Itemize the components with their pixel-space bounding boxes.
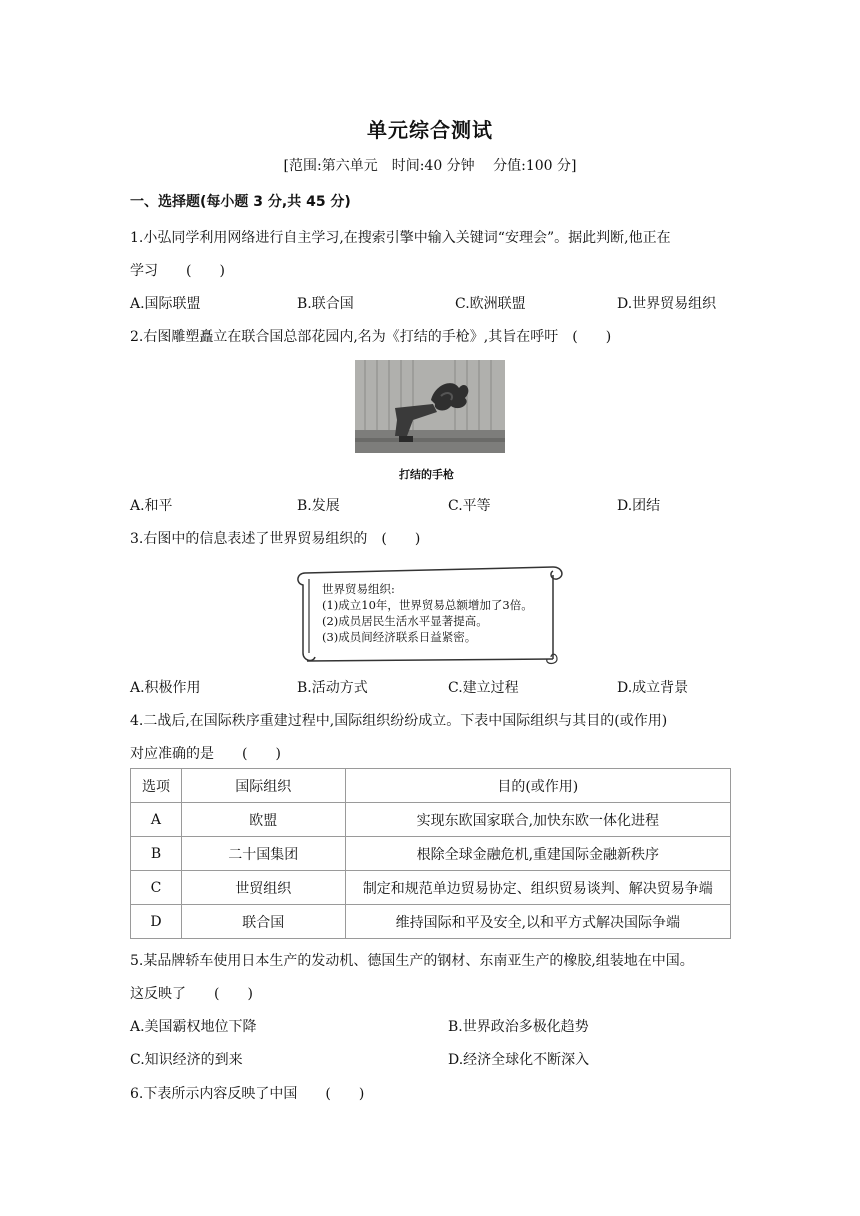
q5-option-b: B.世界政治多极化趋势	[448, 1019, 589, 1035]
q2-option-b: B.发展	[297, 498, 340, 514]
header-organization: 国际组织	[181, 769, 345, 803]
q3-option-d: D.成立背景	[617, 680, 689, 696]
q5-option-c: C.知识经济的到来	[130, 1052, 243, 1068]
question-3: 3.右图中的信息表述了世界贸易组织的 ( )	[130, 531, 421, 547]
q1-option-d: D.世界贸易组织	[617, 296, 717, 312]
q1-option-c: C.欧洲联盟	[455, 296, 526, 312]
table-header-row	[131, 769, 731, 803]
knotted-gun-photo	[355, 360, 505, 453]
q2-option-c: C.平等	[448, 498, 491, 514]
row-organization: 二十国集团	[181, 837, 345, 871]
header-option: 选项	[131, 769, 182, 803]
photo-caption: 打结的手枪	[399, 468, 454, 481]
q1-option-a: A.国际联盟	[130, 296, 201, 312]
header-purpose: 目的(或作用)	[345, 769, 730, 803]
question-4-line2: 对应准确的是 ( )	[130, 746, 281, 762]
question-4-line1: 4.二战后,在国际秩序重建过程中,国际组织纷纷成立。下表中国际组织与其目的(或作用)	[130, 713, 668, 729]
table-row	[131, 837, 731, 871]
exam-info: [范围:第六单元 时间:40 分钟 分值:100 分]	[283, 158, 577, 174]
page-title: 单元综合测试	[367, 118, 493, 142]
row-option: D	[131, 905, 182, 939]
row-purpose: 制定和规范单边贸易协定、组织贸易谈判、解决贸易争端	[345, 871, 730, 905]
table-row	[131, 871, 731, 905]
row-organization: 欧盟	[181, 803, 345, 837]
q1-option-b: B.联合国	[297, 296, 354, 312]
q3-option-b: B.活动方式	[297, 680, 368, 696]
row-organization: 世贸组织	[181, 871, 345, 905]
q5-option-a: A.美国霸权地位下降	[130, 1019, 257, 1035]
q3-option-a: A.积极作用	[130, 680, 201, 696]
question-5-line2: 这反映了 ( )	[130, 986, 253, 1002]
q2-option-a: A.和平	[130, 498, 173, 514]
row-option: C	[131, 871, 182, 905]
wto-scroll-figure	[295, 561, 565, 665]
q2-option-d: D.团结	[617, 498, 661, 514]
scroll-line-3: (3)成员间经济联系日益紧密。	[322, 630, 477, 644]
question-5-line1: 5.某品牌轿车使用日本生产的发动机、德国生产的钢材、东南亚生产的橡胶,组装地在中国。	[130, 953, 694, 969]
organizations-table	[130, 768, 731, 939]
question-2: 2.右图雕塑矗立在联合国总部花园内,名为《打结的手枪》,其旨在呼吁 ( )	[130, 329, 612, 345]
q5-option-d: D.经济全球化不断深入	[448, 1052, 590, 1068]
scroll-line-2: (2)成员居民生活水平显著提高。	[322, 614, 488, 628]
row-option: A	[131, 803, 182, 837]
table-row	[131, 905, 731, 939]
row-purpose: 维持国际和平及安全,以和平方式解决国际争端	[345, 905, 730, 939]
question-6: 6.下表所示内容反映了中国 ( )	[130, 1086, 365, 1102]
table-row	[131, 803, 731, 837]
scroll-heading: 世界贸易组织:	[322, 582, 395, 596]
scroll-line-1: (1)成立10年，世界贸易总额增加了3倍。	[322, 598, 533, 612]
row-purpose: 根除全球金融危机,重建国际金融新秩序	[345, 837, 730, 871]
section-heading: 一、选择题(每小题 3 分,共 45 分)	[130, 194, 351, 210]
question-1-line2: 学习 ( )	[130, 263, 225, 279]
row-option: B	[131, 837, 182, 871]
q3-option-c: C.建立过程	[448, 680, 519, 696]
row-organization: 联合国	[181, 905, 345, 939]
question-1-line1: 1.小弘同学利用网络进行自主学习,在搜索引擎中输入关键词“安理会”。据此判断,他正在	[130, 230, 671, 246]
row-purpose: 实现东欧国家联合,加快东欧一体化进程	[345, 803, 730, 837]
